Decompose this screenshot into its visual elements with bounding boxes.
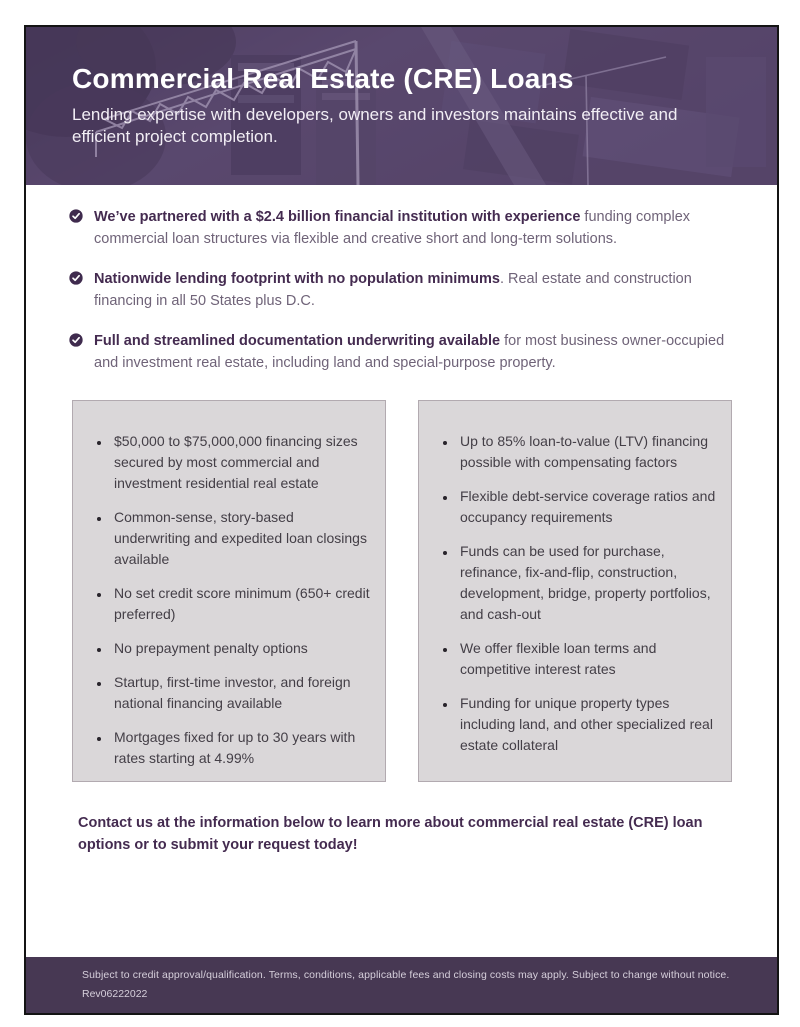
list-item: • Flexible debt-service coverage ratios and occupancy requirements [457,486,718,528]
list-item: • Startup, first-time investor, and foreign national financing available [111,672,372,714]
highlight-bold-text: Nationwide lending footprint with no population minimums [94,270,500,287]
highlight-text [94,268,730,313]
feature-boxes [72,400,777,782]
highlight-bold-text: Full and streamlined documentation underwriting available [94,332,501,349]
header-content [26,27,777,149]
check-circle-icon [69,209,83,223]
highlight-rest-text: funding complex commercial loan structures via flexible and creative short and long-term solutions. [94,209,691,248]
list-item: • No prepayment penalty options [111,638,372,659]
list-item: • We offer flexible loan terms and competitive interest rates [457,638,718,680]
highlight-item [69,206,741,251]
list-item: • $50,000 to $75,000,000 financing sizes secured by most commercial and investment residential real estate [111,431,372,494]
right-box-list [440,431,718,756]
list-item: • Up to 85% loan-to-value (LTV) financing possible with compensating factors [457,431,718,473]
list-item: • Mortgages fixed for up to 30 years with rates starting at 4.99% [111,727,372,769]
list-item: • Funds can be used for purchase, refinance, fix-and-flip, construction, development, bridge, property portfolios, and cash-out [457,541,718,625]
revision-number: Rev06222022 [82,988,148,1000]
highlight-rest-text: for most business owner-occupied and investment real estate, including land and special-purpose property. [94,332,725,372]
disclaimer-text: Subject to credit approval/qualification. Terms, conditions, applicable fees and closing costs may apply. Subject to change without notice. [82,969,730,981]
check-circle-icon [69,333,83,347]
list-item: • Common-sense, story-based underwriting and expedited loan closings available [111,507,372,570]
header-banner [26,27,777,185]
highlight-text [94,206,730,251]
highlight-bold-text: We’ve partnered with a $2.4 billion financial institution with experience [94,209,581,225]
highlights-list [26,206,777,375]
left-feature-box [72,400,386,782]
right-feature-box [418,400,732,782]
page-title: Commercial Real Estate (CRE) Loans [72,63,574,94]
highlight-rest-text: . Real estate and construction financing in all 50 States plus D.C. [94,270,692,310]
list-item: • No set credit score minimum (650+ credit preferred) [111,583,372,625]
footer-bar [26,957,777,1013]
highlight-text [94,330,730,375]
contact-cta-text: Contact us at the information below to learn more about commercial real estate (CRE) loan options or to submit your request today! [78,814,703,853]
list-item: • Funding for unique property types including land, and other specialized real estate collateral [457,693,718,756]
left-box-list [94,431,372,769]
document-page [24,25,779,1015]
highlight-item [69,268,741,313]
check-circle-icon [69,271,83,285]
page-subtitle: Lending expertise with developers, owners and investors maintains effective and efficient project completion. [72,105,678,147]
highlight-item [69,330,741,375]
